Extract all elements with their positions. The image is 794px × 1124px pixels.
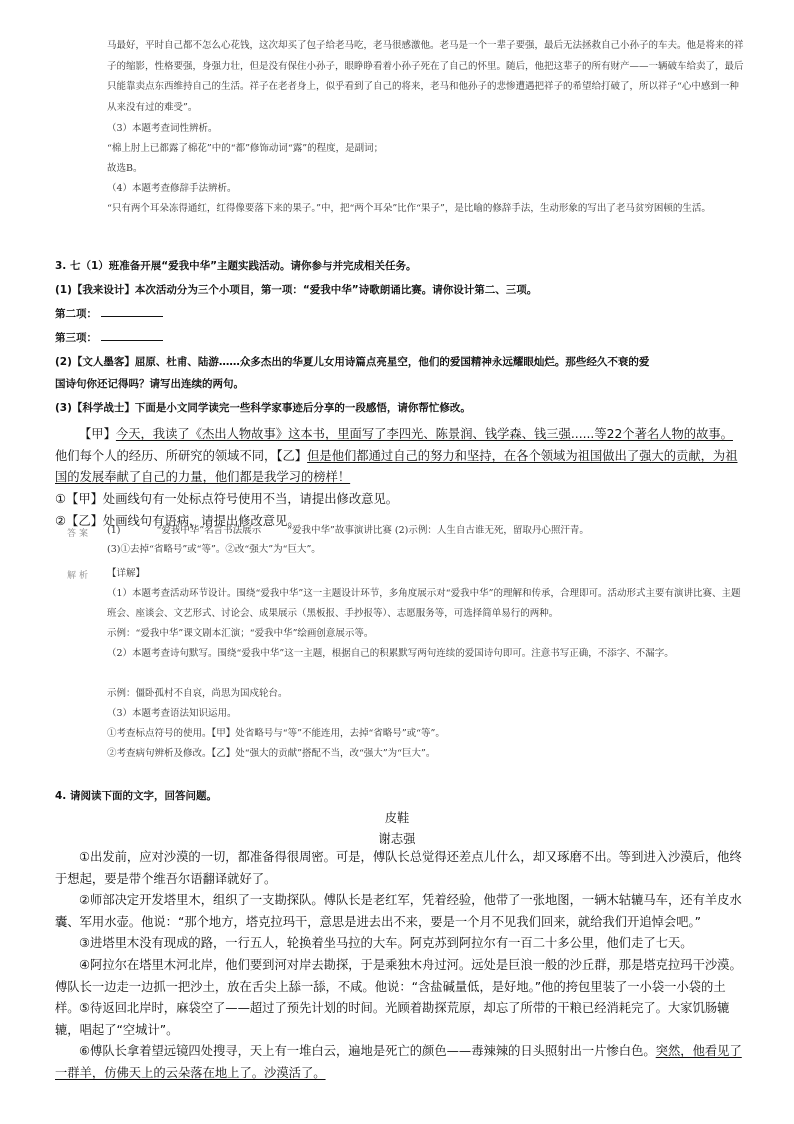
passage-jia-label: 【甲】 — [79, 427, 116, 441]
q3-item2 — [55, 306, 745, 321]
q3-sub2-a: (2)【文人墨客】屈原、杜甫、陆游……众多杰出的华夏儿女用诗篇点亮星空，他们的爱国精神永远耀眼灿烂。那些经久不衰的爱 — [55, 356, 650, 368]
analysis-l5: （3）本题考查语法知识运用。 — [107, 708, 237, 719]
q3-item2-label: 第二项： — [55, 308, 97, 320]
explanation-s3-answer: 故选B。 — [107, 163, 143, 174]
passage-mid: 他们每个人的经历、所研究的领域不同， — [55, 448, 277, 463]
explanation-s4-title: （4）本题考查修辞手法辨析。 — [107, 183, 237, 194]
answer-line2: (3)①去掉“省略号”或“等”。②改“强大”为“巨大”。 — [107, 544, 321, 555]
answer-l1-b: “爱我中华”名言书法展示 — [156, 525, 262, 536]
answer-l1-c: “爱我中华”故事演讲比赛 (2)示例：人生自古谁无死，留取丹心照汗青。 — [287, 525, 589, 536]
story-paragraph-4: ④阿拉尔在塔里木河北岸，他们要到河对岸去勘探，于是乘独木舟过河。远处是巨浪一般的沙丘群，那是塔克拉玛干沙漠。傅队长一边走一边抓一把沙土，放在舌尖上舔一舔，不咸。他说：“含盐碱量低，是好地。”他的挎包里装了一小袋一小袋的土样。 — [55, 958, 742, 1016]
passage-yi-sentence: 但是他们都通过自己的努力和坚持，在各个领域为祖国做出了强大的贡献，为祖国的发展奉献了自己的力量，他们都是我学习的榜样！ — [55, 448, 738, 484]
passage-jia-sentence: 今天，我读了《杰出人物故事》这本书，里面写了李四光、陈景润、钱学森、钱三强......等22个著名人物的故事。 — [115, 427, 733, 441]
q3-title: 3. 七（1）班准备开展“爱我中华”主题实践活动。请你参与并完成相关任务。 — [55, 260, 417, 272]
q3-item2-blank[interactable] — [101, 306, 163, 317]
explanation-s3-text: “棉上肘上已都露了棉花”中的“都”修饰动词“露”的程度，是副词； — [107, 143, 384, 154]
q3-sub3: (3)【科学战士】下面是小文同学读完一些科学家事迹后分享的一段感悟，请你帮忙修改。 — [55, 402, 471, 414]
answer-l1-a: (1) — [107, 525, 121, 536]
story-paragraph-3: ③进塔里木没有现成的路，一行五人，轮换着坐马拉的大车。阿克苏到阿拉尔有一百二十多公里，他们走了七天。 — [79, 936, 693, 950]
analysis-l6: ①考查标点符号的使用。【甲】处省略号与“等”不能连用，去掉“省略号”或“等”。 — [107, 728, 445, 739]
analysis-l3: （2）本题考查诗句默写。围绕“爱我中华”这一主题，根据自己的积累默写两句连续的爱国诗句即可。注意书写正确，不添字、不漏字。 — [107, 648, 674, 659]
q3-sub2-b: 国诗句你还记得吗？请写出连续的两句。 — [55, 378, 244, 390]
story-p6-a: ⑥傅队长拿着望远镜四处搜寻，天上有一堆白云，遍地是死亡的颜色——毒辣辣的日头照射出一片惨白色。 — [79, 1044, 656, 1058]
analysis-l7: ②考查病句辨析及修改。【乙】处“强大的贡献”搭配不当，改“强大”为“巨大”。 — [107, 748, 436, 759]
q3-item3-blank[interactable] — [101, 330, 163, 341]
q3-item3 — [55, 330, 745, 345]
q3-passage — [55, 424, 745, 489]
analysis-l2: 示例：“爱我中华”课文剧本汇演；“爱我中华”绘画创意展示等。 — [107, 628, 374, 639]
story-paragraph-6 — [55, 1041, 745, 1084]
analysis-head: 【详解】 — [107, 568, 146, 579]
answer-line1 — [107, 521, 747, 541]
q4-title: 4. 请阅读下面的文字，回答问题。 — [55, 790, 217, 802]
q3-sub1: (1)【我来设计】本次活动分为三个小项目，第一项：“爱我中华”诗歌朗诵比赛。请你设计第二、三项。 — [55, 284, 538, 296]
explanation-s4-text: “只有两个耳朵冻得通红，红得像要落下来的果子。”中，把“两个耳朵”比作“果子”，是比喻的修辞手法，生动形象的写出了老马贫穷困顿的生活。 — [107, 203, 711, 214]
q3-task1: ①【甲】处画线句有一处标点符号使用不当，请提出修改意见。 — [55, 492, 399, 506]
explanation-s3-title: （3）本题考查词性辨析。 — [107, 123, 218, 134]
analysis-l4: 示例：僵卧孤村不自哀，尚思为国戍轮台。 — [107, 688, 288, 699]
story-paragraph-5: ⑤待返回北岸时，麻袋空了——超过了预先计划的时间。光顾着勘探荒原，却忘了所带的干粮已经消耗完了。大家饥肠辘辘，唱起了“空城计”。 — [55, 1001, 730, 1037]
story-paragraph-1: ①出发前，应对沙漠的一切，都准备得很周密。可是，傅队长总觉得还差点儿什么，却又琢磨不出。等到进入沙漠后，他终于想起，要是带个维吾尔语翻译就好了。 — [55, 850, 742, 886]
q3-item3-label: 第三项： — [55, 332, 97, 344]
answer-label: 答案 — [67, 529, 92, 539]
story-p6-b: 突然，他看见了一群羊，仿佛天上的云朵落在地上了。沙漠活了。 — [55, 1044, 742, 1080]
explanation-paragraph: 马最好，平时自己都不怎么心花钱，这次却买了包子给老马吃，老马很感激他。老马是一个一辈子要强，最后无法拯救自己小孙子的车夫。他是将来的祥子的缩影，性格要强，身强力壮，但是没有保住小孙子，眼睁睁看着小孙子死在了自己的怀里。随后，他把这辈子的所有财产——一辆破车给卖了，最后只能靠卖点东西维持自己的生活。祥子在老者身上，似乎看到了自己的将来，老马和他孙子的悲惨遭遇把祥子的希望给打破了，所以祥子“心中感到一种从来没有过的难受”。 — [107, 40, 744, 113]
q3-task2: ②【乙】处画线句有语病，请提出修改意见。 — [55, 514, 300, 528]
analysis-l1: （1）本题考查活动环节设计。围绕“爱我中华”这一主题设计环节，多角度展示对“爱我中华”的理解和传承，合理即可。活动形式主要有演讲比赛、主题班会、座谈会、文艺形式、讨论会、成果展示（黑板报、手抄报等）、志愿服务等，可选择简单易行的两种。 — [107, 588, 741, 619]
story-author: 谢志强 — [378, 832, 416, 846]
passage-yi-label: 【乙】 — [276, 448, 308, 463]
story-paragraph-2: ②师部决定开发塔里木，组织了一支勘探队。傅队长是老红军，凭着经验，他带了一张地图，一辆木轱辘马车，还有羊皮水囊、军用水壶。他说：“那个地方，塔克拉玛干，意思是进去出不来，要是一个月不见我们回来，就给我们开追悼会吧。” — [55, 893, 742, 929]
analysis-label: 解析 — [67, 571, 92, 581]
story-title: 皮鞋 — [384, 811, 410, 825]
